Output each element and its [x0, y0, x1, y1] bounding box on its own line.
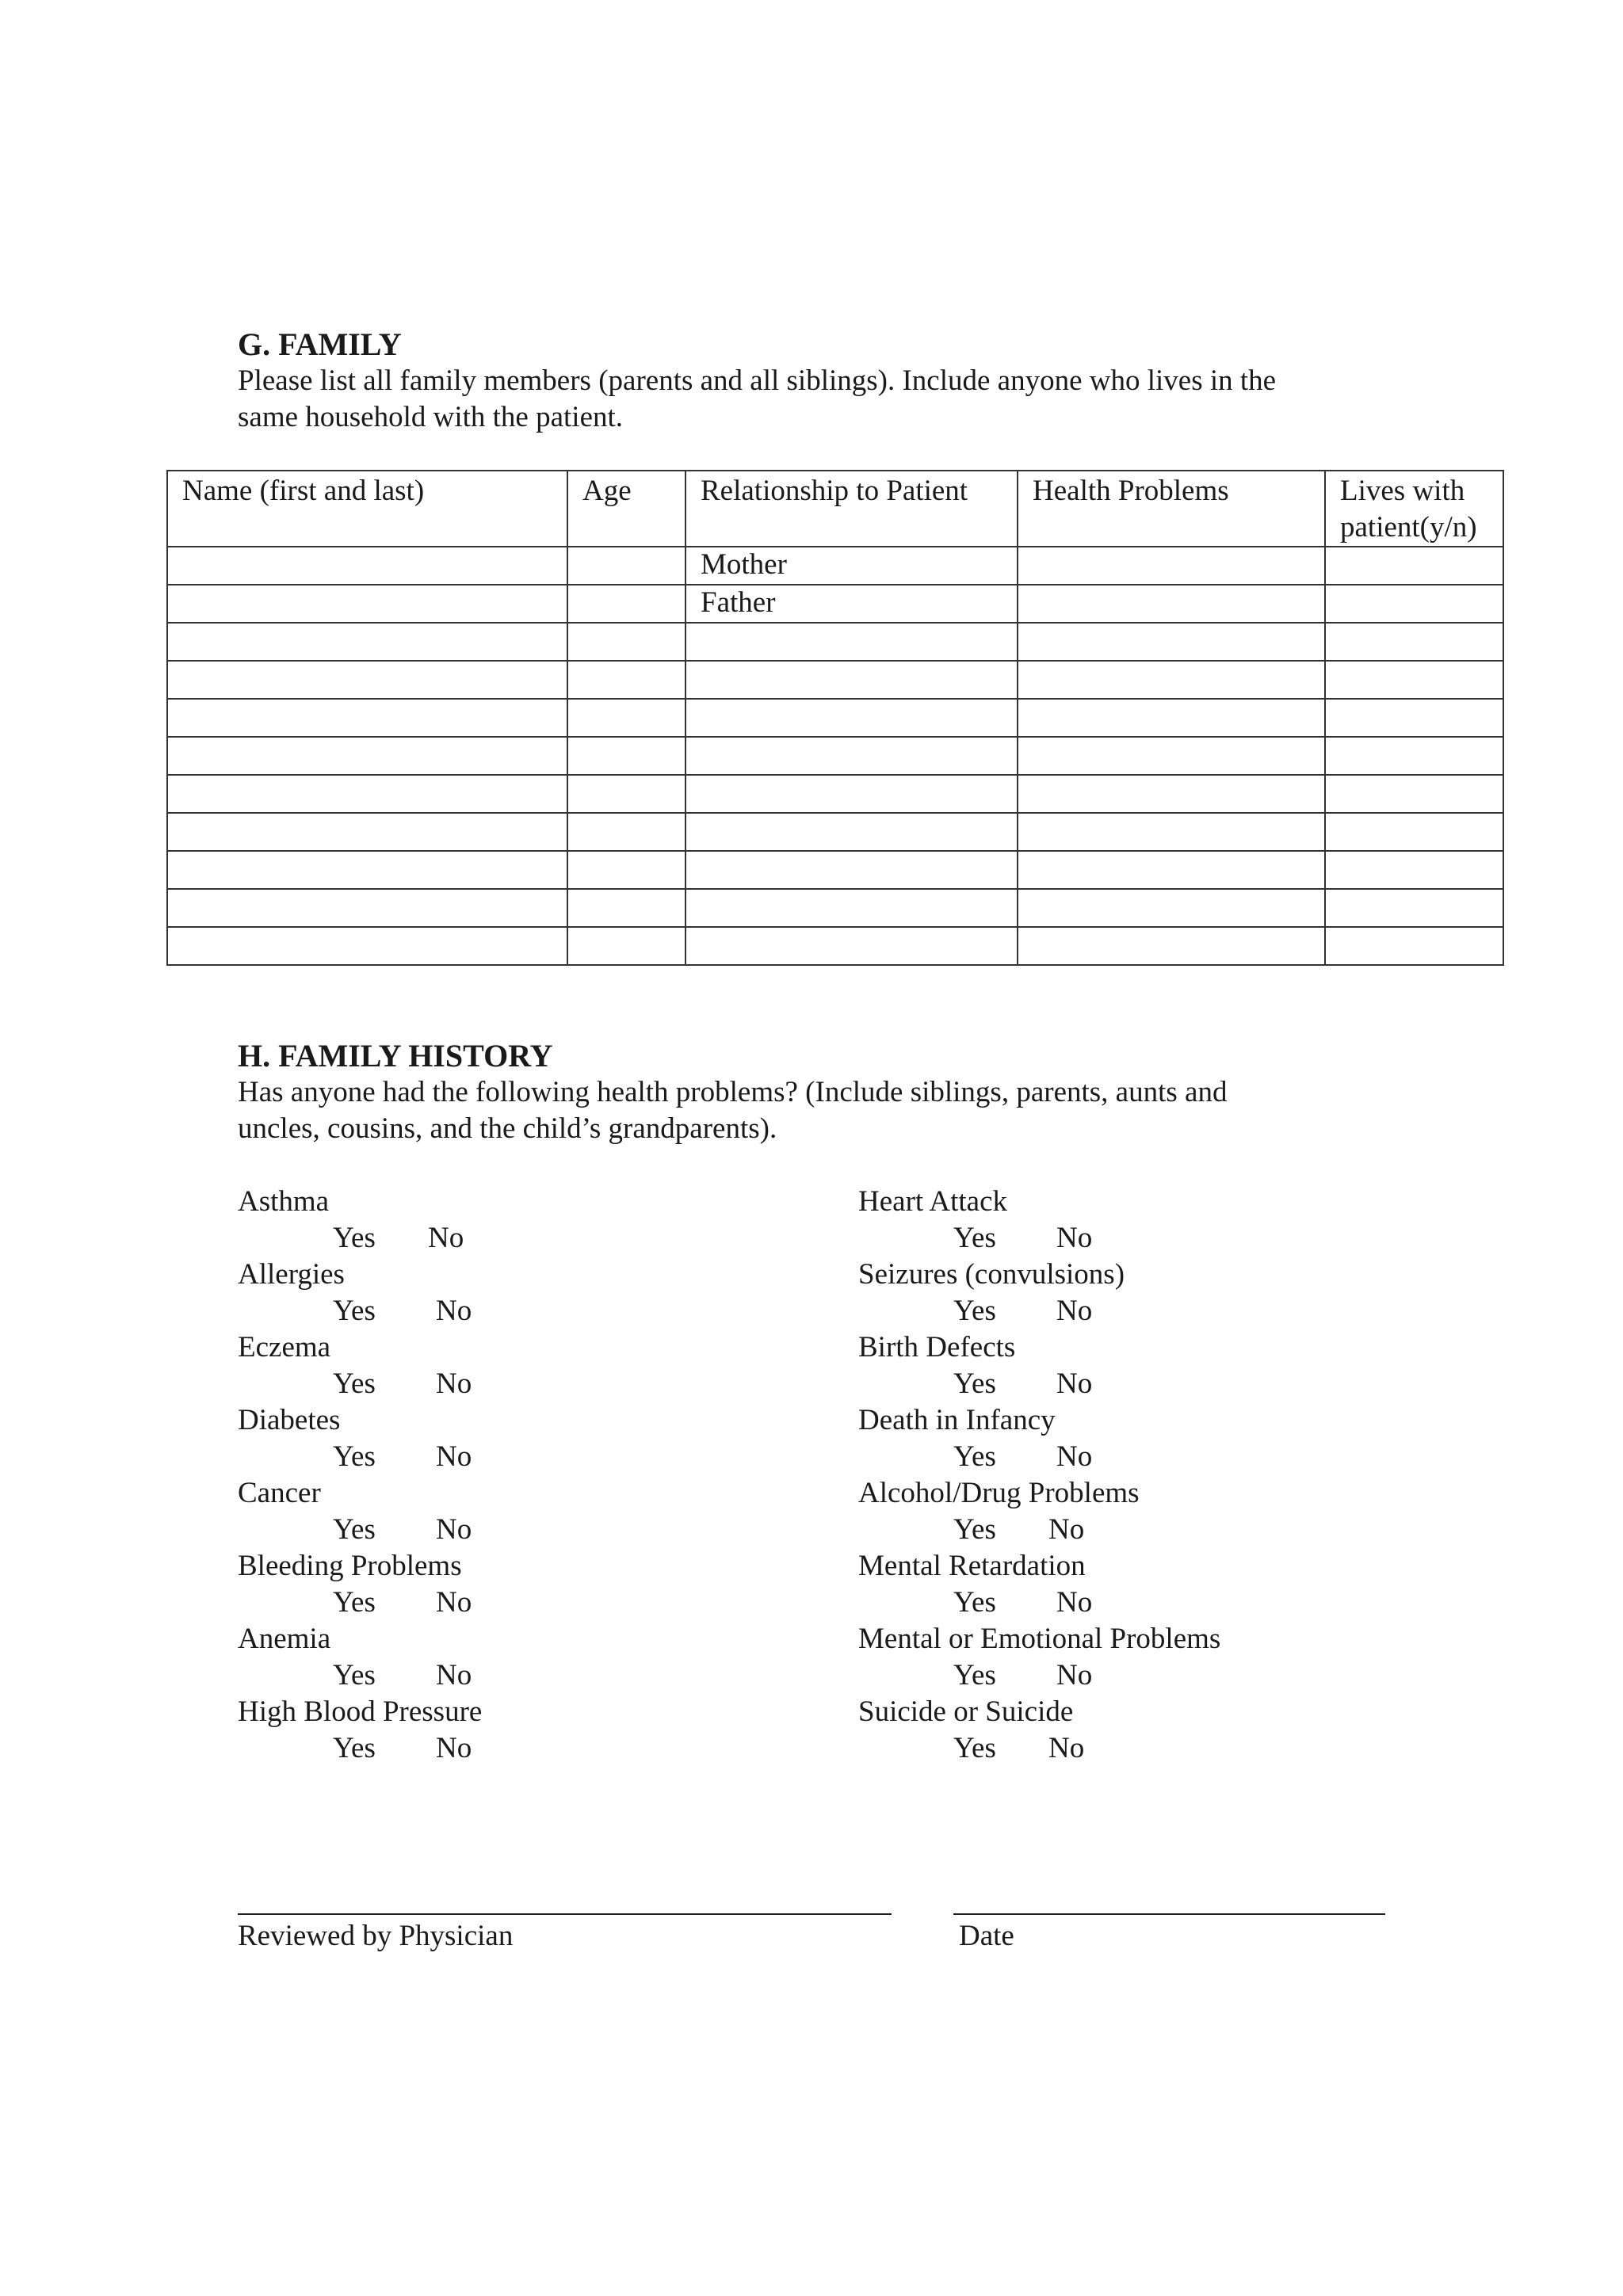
no-option[interactable]: No	[1048, 1513, 1085, 1546]
history-item	[858, 1694, 1492, 1767]
no-option[interactable]: No	[1056, 1367, 1093, 1400]
history-condition-label: Mental or Emotional Problems	[858, 1623, 1221, 1655]
yes-option[interactable]: Yes	[333, 1222, 376, 1254]
history-condition-label: High Blood Pressure	[238, 1695, 483, 1728]
yes-option[interactable]: Yes	[333, 1295, 376, 1327]
yes-option[interactable]: Yes	[953, 1732, 996, 1764]
relationship-cell[interactable]	[685, 699, 1018, 737]
history-instructions	[238, 1074, 1227, 1147]
history-section-heading: H. FAMILY HISTORY	[238, 1038, 553, 1074]
history-item	[858, 1475, 1492, 1548]
history-item	[238, 1621, 792, 1694]
column-header-lives-with	[1325, 471, 1503, 547]
health-problems-cell[interactable]	[1018, 775, 1325, 813]
history-condition-label: Suicide or Suicide	[858, 1695, 1074, 1728]
history-condition-label: Anemia	[238, 1623, 331, 1655]
history-item	[858, 1184, 1492, 1257]
relationship-cell[interactable]	[685, 737, 1018, 775]
yes-option[interactable]: Yes	[953, 1367, 996, 1400]
yes-option[interactable]: Yes	[953, 1513, 996, 1546]
age-cell[interactable]	[567, 585, 685, 623]
lives-with-cell[interactable]	[1325, 699, 1503, 737]
history-condition-label: Asthma	[238, 1185, 330, 1218]
name-cell[interactable]	[167, 775, 567, 813]
relationship-cell[interactable]	[685, 851, 1018, 889]
history-item	[858, 1257, 1492, 1329]
yes-option[interactable]: Yes	[953, 1586, 996, 1619]
family-section-heading: G. FAMILY	[238, 326, 402, 362]
history-condition-label: Heart Attack	[858, 1185, 1007, 1218]
no-option[interactable]: No	[436, 1440, 472, 1473]
relationship-cell[interactable]: Mother	[685, 547, 1018, 585]
health-problems-cell[interactable]	[1018, 623, 1325, 661]
reviewed-by-physician-label: Reviewed by Physician	[238, 1920, 514, 1952]
yes-option[interactable]: Yes	[333, 1659, 376, 1691]
health-problems-cell[interactable]	[1018, 585, 1325, 623]
no-option[interactable]: No	[428, 1222, 464, 1254]
history-item	[858, 1548, 1492, 1621]
history-condition-label: Death in Infancy	[858, 1404, 1056, 1436]
history-item	[238, 1402, 792, 1475]
history-item	[858, 1402, 1492, 1475]
relationship-cell[interactable]	[685, 775, 1018, 813]
yes-option[interactable]: Yes	[953, 1440, 996, 1473]
yes-option[interactable]: Yes	[333, 1586, 376, 1619]
lives-with-cell[interactable]	[1325, 851, 1503, 889]
health-problems-cell[interactable]	[1018, 851, 1325, 889]
no-option[interactable]: No	[1056, 1440, 1093, 1473]
history-condition-label: Birth Defects	[858, 1331, 1016, 1363]
history-condition-label: Allergies	[238, 1258, 345, 1291]
history-right-column	[858, 1184, 1492, 1767]
name-cell[interactable]	[167, 851, 567, 889]
column-header-relationship: Relationship to Patient	[685, 471, 1018, 547]
no-option[interactable]: No	[1056, 1659, 1093, 1691]
relationship-cell[interactable]	[685, 623, 1018, 661]
lives-with-cell[interactable]	[1325, 623, 1503, 661]
column-header-age: Age	[567, 471, 685, 547]
health-problems-cell[interactable]	[1018, 737, 1325, 775]
lives-with-cell[interactable]	[1325, 661, 1503, 699]
family-instructions	[238, 363, 1276, 436]
history-item	[238, 1475, 792, 1548]
history-condition-label: Bleeding Problems	[238, 1550, 462, 1582]
lives-with-cell[interactable]	[1325, 927, 1503, 965]
lives-with-label: Lives with patient(y/n)	[1340, 475, 1477, 543]
table-row	[167, 585, 1503, 623]
health-problems-cell[interactable]	[1018, 699, 1325, 737]
no-option[interactable]: No	[1056, 1222, 1093, 1254]
yes-option[interactable]: Yes	[953, 1222, 996, 1254]
lives-with-cell[interactable]	[1325, 547, 1503, 585]
lives-with-cell[interactable]	[1325, 813, 1503, 851]
table-row	[167, 775, 1503, 813]
age-cell[interactable]	[567, 927, 685, 965]
lives-with-cell[interactable]	[1325, 737, 1503, 775]
age-cell[interactable]	[567, 699, 685, 737]
history-condition-label: Alcohol/Drug Problems	[858, 1477, 1140, 1509]
history-item	[238, 1548, 792, 1621]
family-instructions-line-1: Please list all family members (parents and all siblings). Include anyone who lives in the	[238, 364, 1277, 397]
history-condition-label: Diabetes	[238, 1404, 341, 1436]
date-label: Date	[959, 1920, 1014, 1952]
table-row	[167, 927, 1503, 965]
table-row	[167, 813, 1503, 851]
age-cell[interactable]	[567, 775, 685, 813]
history-condition-label: Mental Retardation	[858, 1550, 1086, 1582]
age-cell[interactable]	[567, 547, 685, 585]
table-row	[167, 889, 1503, 927]
name-cell[interactable]	[167, 889, 567, 927]
relationship-cell[interactable]: Father	[685, 585, 1018, 623]
history-instructions-line-1: Has anyone had the following health problems? (Include siblings, parents, aunts and	[238, 1076, 1228, 1108]
no-option[interactable]: No	[436, 1295, 472, 1327]
no-option[interactable]: No	[436, 1732, 472, 1764]
yes-option[interactable]: Yes	[953, 1295, 996, 1327]
no-option[interactable]: No	[436, 1586, 472, 1619]
history-item	[238, 1184, 792, 1257]
health-problems-cell[interactable]	[1018, 889, 1325, 927]
table-header-row	[167, 471, 1503, 547]
age-cell[interactable]	[567, 623, 685, 661]
no-option[interactable]: No	[436, 1659, 472, 1691]
health-problems-cell[interactable]	[1018, 547, 1325, 585]
table-row	[167, 699, 1503, 737]
name-cell[interactable]	[167, 737, 567, 775]
health-problems-cell[interactable]	[1018, 813, 1325, 851]
lives-with-cell[interactable]	[1325, 585, 1503, 623]
date-line[interactable]	[953, 1913, 1385, 1915]
history-item	[238, 1694, 792, 1767]
age-cell[interactable]	[567, 737, 685, 775]
history-item	[238, 1329, 792, 1402]
table-row	[167, 661, 1503, 699]
name-cell[interactable]	[167, 927, 567, 965]
family-members-table	[166, 470, 1504, 966]
family-instructions-line-2: same household with the patient.	[238, 401, 624, 433]
relationship-cell[interactable]	[685, 927, 1018, 965]
relationship-cell[interactable]	[685, 889, 1018, 927]
health-problems-cell[interactable]	[1018, 661, 1325, 699]
no-option[interactable]: No	[1048, 1732, 1085, 1764]
lives-with-cell[interactable]	[1325, 889, 1503, 927]
age-cell[interactable]	[567, 661, 685, 699]
history-item	[858, 1621, 1492, 1694]
no-option[interactable]: No	[436, 1367, 472, 1400]
name-cell[interactable]	[167, 699, 567, 737]
history-item	[858, 1329, 1492, 1402]
history-condition-label: Seizures (convulsions)	[858, 1258, 1125, 1291]
relationship-cell[interactable]	[685, 661, 1018, 699]
relationship-cell[interactable]	[685, 813, 1018, 851]
yes-option[interactable]: Yes	[953, 1659, 996, 1691]
name-cell[interactable]	[167, 585, 567, 623]
name-cell[interactable]	[167, 813, 567, 851]
yes-option[interactable]: Yes	[333, 1440, 376, 1473]
name-cell[interactable]	[167, 661, 567, 699]
table-row	[167, 547, 1503, 585]
history-item	[238, 1257, 792, 1329]
no-option[interactable]: No	[1056, 1586, 1093, 1619]
table-row	[167, 737, 1503, 775]
age-cell[interactable]	[567, 851, 685, 889]
column-header-health-problems: Health Problems	[1018, 471, 1325, 547]
history-instructions-line-2: uncles, cousins, and the child’s grandparents).	[238, 1112, 777, 1145]
age-cell[interactable]	[567, 813, 685, 851]
physician-signature-line[interactable]	[238, 1913, 892, 1915]
health-problems-cell[interactable]	[1018, 927, 1325, 965]
yes-option[interactable]: Yes	[333, 1367, 376, 1400]
yes-option[interactable]: Yes	[333, 1732, 376, 1764]
yes-option[interactable]: Yes	[333, 1513, 376, 1546]
lives-with-cell[interactable]	[1325, 775, 1503, 813]
age-cell[interactable]	[567, 889, 685, 927]
no-option[interactable]: No	[436, 1513, 472, 1546]
history-left-column	[238, 1184, 792, 1767]
history-condition-label: Eczema	[238, 1331, 331, 1363]
table-row	[167, 623, 1503, 661]
column-header-name: Name (first and last)	[167, 471, 567, 547]
name-cell[interactable]	[167, 623, 567, 661]
history-condition-label: Cancer	[238, 1477, 321, 1509]
no-option[interactable]: No	[1056, 1295, 1093, 1327]
name-cell[interactable]	[167, 547, 567, 585]
table-row	[167, 851, 1503, 889]
